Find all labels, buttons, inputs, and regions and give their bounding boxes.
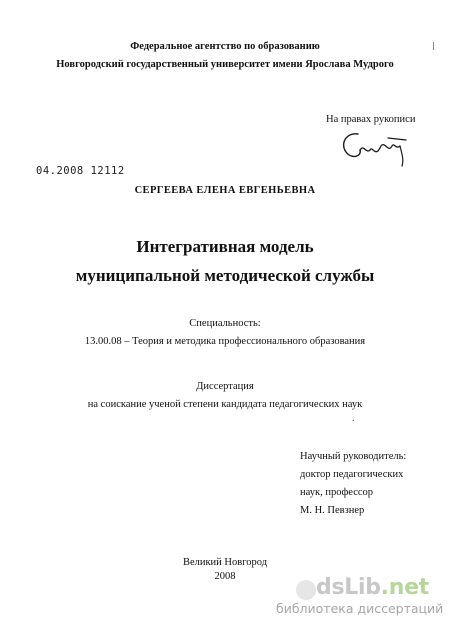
year: 2008 bbox=[214, 571, 236, 582]
handwritten-signature bbox=[336, 124, 420, 172]
manuscript-note: На правах рукописи bbox=[326, 114, 416, 125]
watermark-logo bbox=[316, 575, 429, 600]
advisor-name: М. Н. Певзнер bbox=[300, 505, 365, 516]
watermark-logo-main: dsLib bbox=[316, 575, 381, 600]
advisor-degree: доктор педагогических bbox=[300, 469, 404, 480]
dissertation-title-line-1: Интегративная модель bbox=[136, 237, 314, 256]
author-name: СЕРГЕЕВА ЕЛЕНА ЕВГЕНЬЕВНА bbox=[134, 185, 316, 196]
dissertation-title-line-2: муниципальной методической службы bbox=[75, 266, 375, 285]
advisor-title: наук, профессор bbox=[300, 487, 374, 498]
stray-dot-mark: . bbox=[352, 413, 355, 424]
city: Великий Новгород bbox=[182, 557, 268, 568]
agency-name: Федеральное агентство по образованию bbox=[130, 41, 320, 52]
watermark-logo-suffix: .net bbox=[380, 575, 429, 600]
watermark-logo-icon bbox=[296, 580, 316, 600]
work-type: Диссертация bbox=[196, 381, 254, 392]
university-name: Новгородский государственный университет имени Ярослава Мудрого bbox=[56, 59, 394, 70]
specialty-value: 13.00.08 – Теория и методика профессионального образования bbox=[84, 336, 366, 347]
degree-purpose: на соискание ученой степени кандидата педагогических наук bbox=[87, 399, 363, 410]
advisor-heading: Научный руководитель: bbox=[300, 451, 407, 462]
specialty-label: Специальность: bbox=[189, 318, 261, 329]
watermark-caption: библиотека диссертаций bbox=[276, 601, 444, 616]
registration-stamp-number: 04.2008 12112 bbox=[36, 165, 125, 177]
